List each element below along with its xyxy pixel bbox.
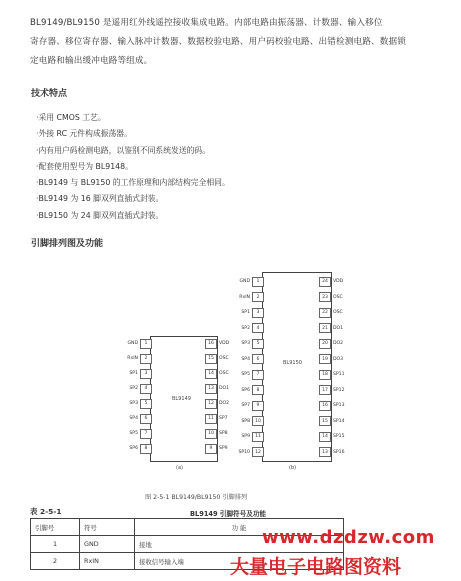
chip-name-bl9149: BL9149 (172, 396, 191, 402)
pin-4 (124, 383, 152, 394)
pin-number: 6 (140, 414, 152, 424)
pin-number: 9 (205, 444, 217, 454)
pin-label: SP13 (333, 403, 345, 408)
pin-11 (205, 413, 233, 424)
pin-number: 15 (319, 416, 331, 426)
pin-7 (124, 428, 152, 439)
feature-item: ·BL9150 为 24 脚双列直插式封装。 (36, 210, 164, 220)
pin-label: SP6 (129, 446, 138, 451)
pin-label: SP4 (129, 416, 138, 421)
pin-label: SP7 (219, 416, 228, 421)
pin-21 (319, 323, 347, 334)
pin-number: 11 (205, 414, 217, 424)
watermark-url: www.dzdzw.com (262, 527, 435, 548)
pin-14 (205, 368, 233, 379)
pin-label: OSC (219, 356, 229, 361)
pin-12 (205, 398, 233, 409)
pin-17 (319, 385, 347, 396)
pin-label: GND (239, 279, 250, 284)
pin-label: SP10 (238, 449, 250, 455)
pin-label: DO3 (333, 356, 344, 362)
pin-number: 18 (319, 370, 331, 380)
pin-number: 5 (140, 399, 152, 409)
pin-label: SP14 (333, 418, 345, 424)
pin-number: 8 (252, 385, 264, 395)
pin-number: 1 (140, 339, 152, 349)
pin-label: SP6 (241, 387, 250, 393)
pin-number: 9 (252, 401, 264, 411)
pin-label: SP3 (129, 401, 138, 406)
pin-6 (236, 354, 264, 365)
intro-line: BL9149/BL9150 是遥用红外线遥控接收集成电路。内部电路由振荡器、计数器、输入移位 (30, 18, 383, 28)
pin-label: SP16 (333, 449, 345, 455)
pin-20 (319, 338, 347, 349)
pin-7 (236, 369, 264, 380)
pin-number: 14 (205, 369, 217, 379)
pin-8 (236, 385, 264, 396)
table-header-symbol: 符号 (80, 519, 135, 536)
pin-label: RxIN (239, 294, 250, 300)
pin-label: SP9 (241, 434, 250, 439)
pin-label: GND (127, 341, 138, 346)
pin-number: 4 (140, 384, 152, 394)
feature-item: ·内有用户码检测电路，以鉴别不同系统发送的码。 (36, 145, 211, 155)
pin-1 (236, 276, 264, 287)
pin-label: DO1 (333, 325, 344, 331)
pin-22 (319, 307, 347, 318)
pin-5 (236, 338, 264, 349)
pin-number: 7 (252, 370, 264, 380)
pin-number: 12 (252, 447, 264, 457)
pin-number: 2 (140, 354, 152, 364)
pin-label: RxIN (127, 356, 138, 361)
pin-label: SP5 (241, 372, 250, 377)
pin-number: 16 (205, 339, 217, 349)
pin-number: 10 (252, 416, 264, 426)
figure-caption: 图 2-5-1 BL9149/BL9150 引脚排列 (145, 494, 248, 501)
pin-label: SP7 (241, 403, 250, 408)
pin-15 (319, 416, 347, 427)
pin-4 (236, 323, 264, 334)
table-cell: 接地 (135, 536, 344, 553)
intro-line: 寄存器、移位寄存器、输入脉冲计数器、数据校验电路、用户码校验电路、出错检测电路、数据锁 (30, 37, 406, 47)
pin-13 (319, 447, 347, 458)
diagram-b-label: (b) (289, 465, 297, 471)
pin-label: SP5 (129, 431, 138, 436)
feature-list (36, 110, 230, 224)
table-cell: GND (80, 536, 135, 553)
pin-10 (205, 428, 233, 439)
pin-2 (124, 353, 152, 364)
pin-number: 13 (319, 447, 331, 457)
pin-number: 1 (252, 277, 264, 287)
pin-label: SP2 (129, 386, 138, 391)
pin-label: SP11 (333, 372, 345, 377)
pin-number: 17 (319, 385, 331, 395)
pin-number: 10 (205, 429, 217, 439)
pin-18 (319, 369, 347, 380)
table-label: 表 2-5-1 (30, 507, 62, 516)
pin-label: SP4 (241, 356, 250, 362)
feature-item: ·外接 RC 元件构成振荡器。 (36, 129, 132, 139)
watermark-text: 大量电子电路图资料 (230, 556, 402, 578)
pin-2 (236, 292, 264, 303)
pin-9 (236, 400, 264, 411)
pin-14 (319, 431, 347, 442)
intro-line: 定电路和输出缓冲电路等组成。 (30, 56, 153, 66)
feature-item: ·配套使用型号为 BL9148。 (36, 161, 133, 171)
pin-15 (205, 353, 233, 364)
pin-label: VDD (333, 279, 344, 284)
pin-label: DO2 (333, 341, 344, 346)
pin-number: 5 (252, 339, 264, 349)
pin-number: 20 (319, 339, 331, 349)
table-title: BL9149 引脚符号及功能 (190, 510, 267, 518)
pin-number: 11 (252, 432, 264, 442)
pin-label: SP9 (219, 446, 228, 451)
pin-13 (205, 383, 233, 394)
pin-number: 4 (252, 323, 264, 333)
pin-label: OSC (333, 310, 343, 315)
pin-24 (319, 276, 347, 287)
pin-number: 12 (205, 399, 217, 409)
pin-12 (236, 447, 264, 458)
pin-label: DO1 (219, 386, 230, 391)
pin-label: SP8 (241, 418, 250, 424)
table-cell: 2 (31, 553, 80, 570)
pin-label: SP15 (333, 434, 345, 439)
pin-label: DO2 (219, 401, 230, 406)
pin-label: SP8 (219, 431, 228, 436)
pin-8 (124, 443, 152, 454)
features-heading: 技术特点 (31, 89, 68, 99)
pin-label: SP1 (241, 310, 250, 315)
intro-paragraph (30, 14, 450, 71)
pin-3 (236, 307, 264, 318)
pin-label: VDD (219, 341, 230, 346)
table-cell: RxIN (80, 553, 135, 570)
pin-number: 15 (205, 354, 217, 364)
feature-item: ·BL9149 为 16 脚双列直插式封装。 (36, 194, 164, 204)
feature-item: ·采用 CMOS 工艺。 (36, 113, 106, 122)
pin-number: 24 (319, 277, 331, 287)
feature-item: ·BL9149 与 BL9150 的工作原理和内部结构完全相同。 (36, 178, 230, 188)
diagram-a-label: (a) (176, 465, 183, 471)
pin-5 (124, 398, 152, 409)
pin-10 (236, 416, 264, 427)
pin-label: OSC (219, 371, 229, 376)
pin-number: 7 (140, 429, 152, 439)
pinout-heading: 引脚排列图及功能 (31, 239, 104, 249)
pin-3 (124, 368, 152, 379)
pin-number: 16 (319, 401, 331, 411)
table-header-function: 功 能 (135, 519, 344, 536)
table-cell: 接收信号输入端 (135, 553, 344, 570)
table-header-pin: 引脚号 (31, 519, 80, 536)
chip-name-bl9150: BL9150 (283, 360, 302, 366)
pin-number: 22 (319, 308, 331, 318)
pin-6 (124, 413, 152, 424)
pin-label: SP1 (129, 371, 138, 376)
pin-16 (319, 400, 347, 411)
pin-9 (205, 443, 233, 454)
pin-number: 6 (252, 354, 264, 364)
pin-number: 3 (140, 369, 152, 379)
pin-number: 8 (140, 444, 152, 454)
pin-label: SP2 (241, 325, 250, 331)
pin-19 (319, 354, 347, 365)
pin-number: 2 (252, 292, 264, 302)
pin-number: 14 (319, 432, 331, 442)
pin-number: 23 (319, 292, 331, 302)
pin-label: OSC (333, 294, 343, 300)
pin-number: 21 (319, 323, 331, 333)
pin-number: 3 (252, 308, 264, 318)
pin-label: SP3 (241, 341, 250, 346)
pin-label: SP12 (333, 387, 345, 393)
pin-number: 19 (319, 354, 331, 364)
pin-16 (205, 338, 233, 349)
pin-11 (236, 431, 264, 442)
pin-23 (319, 292, 347, 303)
pin-number: 13 (205, 384, 217, 394)
pin-1 (124, 338, 152, 349)
table-cell: 1 (31, 536, 80, 553)
